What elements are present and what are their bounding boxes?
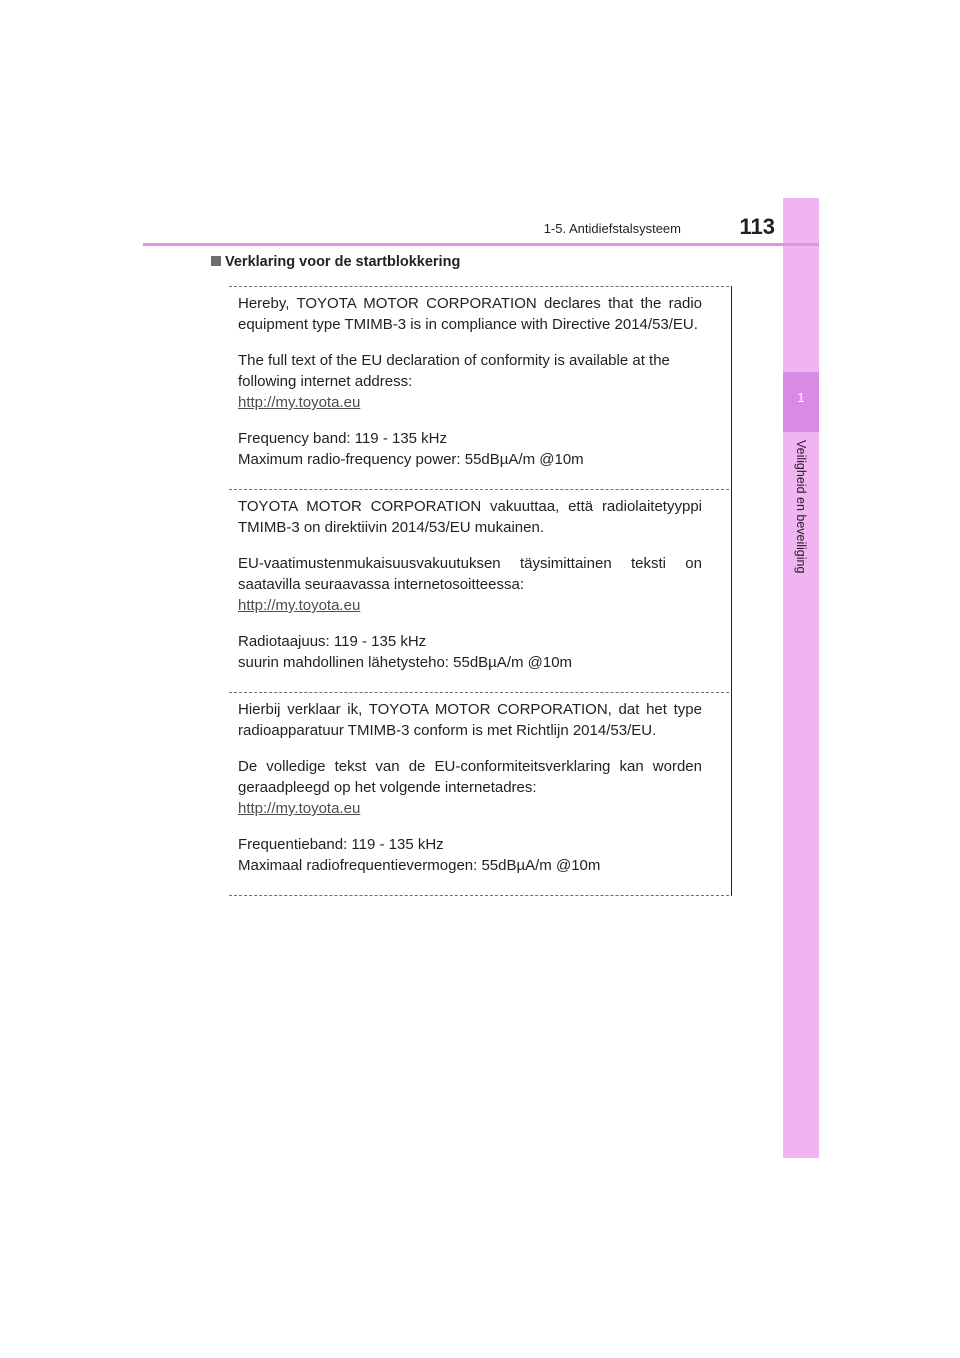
text-line: TOYOTA MOTOR CORPORATION vakuuttaa, että radiolaitetyyppi: [238, 498, 702, 515]
text-line: saatavilla seuraavassa internetosoitteessa:: [238, 576, 524, 593]
square-bullet-icon: [211, 256, 221, 266]
text-line: Radiotaajuus: 119 - 135 kHz: [238, 633, 427, 650]
text-line: Maximaal radiofrequentievermogen: 55dBµA/m @10m: [238, 857, 601, 874]
declaration-english: [229, 286, 729, 470]
chapter-label: Veiligheid en beveiliging: [794, 440, 808, 574]
declaration-finnish: [229, 489, 729, 673]
text-line: suurin mahdollinen lähetysteho: 55dBµA/m @10m: [238, 654, 573, 671]
page-number: 113: [739, 214, 775, 239]
text-line: radioapparatuur TMIMB-3 conform is met Richtlijn 2014/53/EU.: [238, 722, 657, 739]
text-line: equipment type TMIMB-3 is in compliance with Directive 2014/53/EU.: [238, 316, 698, 333]
text-line: The full text of the EU declaration of conformity is available at the: [238, 352, 670, 369]
text-line: Hierbij verklaar ik, TOYOTA MOTOR CORPORATION, dat het type: [238, 701, 702, 718]
declaration-box: [229, 286, 732, 896]
text-line: geraadpleegd op het volgende internetadres:: [238, 779, 537, 796]
text-line: Frequentieband: 119 - 135 kHz: [238, 836, 444, 853]
header-rule: [143, 243, 819, 246]
text-line: EU-vaatimustenmukaisuusvakuutuksen täysimittainen teksti on: [238, 555, 702, 572]
text-line: Frequency band: 119 - 135 kHz: [238, 430, 448, 447]
text-line: Maximum radio-frequency power: 55dBµA/m @10m: [238, 451, 584, 468]
section-title: 1-5. Antidiefstalsysteem: [543, 221, 681, 236]
toyota-eu-link[interactable]: http://my.toyota.eu: [238, 394, 361, 411]
text-line: Hereby, TOYOTA MOTOR CORPORATION declares that the radio: [238, 295, 702, 312]
toyota-eu-link[interactable]: http://my.toyota.eu: [238, 597, 361, 614]
chapter-side-tab: [783, 198, 819, 1158]
text-line: following internet address:: [238, 373, 413, 390]
bottom-divider: [229, 895, 729, 896]
chapter-number: 1: [797, 390, 805, 405]
heading-text: Verklaring voor de startblokkering: [225, 254, 461, 270]
text-line: De volledige tekst van de EU-conformiteitsverklaring kan worden: [238, 758, 702, 775]
section-heading: [211, 254, 460, 270]
declaration-dutch: [229, 692, 729, 876]
text-line: TMIMB-3 on direktiivin 2014/53/EU mukainen.: [238, 519, 544, 536]
toyota-eu-link[interactable]: http://my.toyota.eu: [238, 800, 361, 817]
